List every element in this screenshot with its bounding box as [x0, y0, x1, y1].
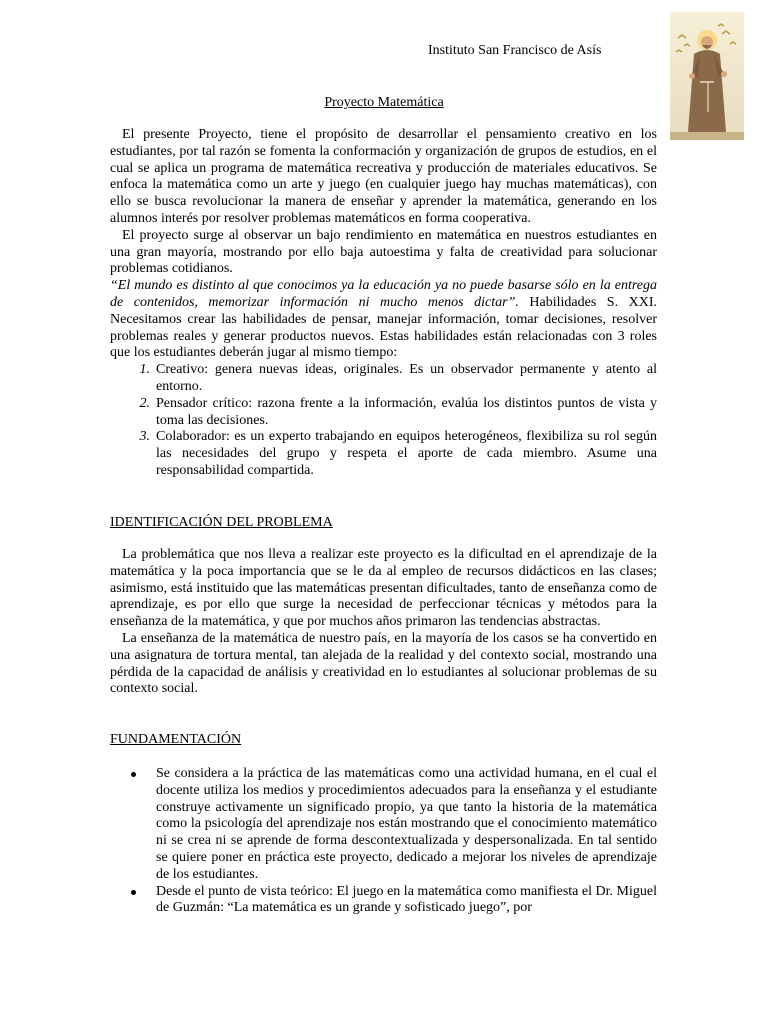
bullet-icon [131, 890, 136, 895]
document-title-text: Proyecto Matemática [324, 95, 444, 110]
intro-paragraph-3 [110, 278, 657, 362]
intro-quote: “El mundo es distinto al que conocimos ya la educación ya no puede basarse sólo en la entrega de contenidos, memorizar información ni mucho menos dictar”. [110, 278, 657, 310]
roles-list [110, 362, 657, 480]
saint-francis-image [670, 12, 744, 140]
list-number: 3. [139, 429, 150, 445]
foundation-list [110, 766, 657, 917]
intro-section [110, 127, 657, 480]
document-title [0, 95, 768, 111]
intro-paragraph-2: El proyecto surge al observar un bajo rendimiento en matemática en nuestros estudiantes en una gran mayoría, mostrando por ello baja autoestima y falta de creatividad para solucionar problemas cotidianos. [110, 227, 657, 277]
role-text: Creativo: genera nuevas ideas, originales. Es un observador permanente y atento al entorno. [156, 362, 657, 394]
foundation-heading: FUNDAMENTACIÓN [110, 732, 242, 747]
list-number: 2. [139, 395, 150, 411]
problem-section [110, 547, 657, 698]
list-item [156, 766, 657, 884]
problem-paragraph-2: La enseñanza de la matemática de nuestro país, en la mayoría de los casos se ha convertido en una asignatura de tortura mental, tan alejada de la realidad y del contexto social, mostrando una pérdida de la capacidad de análisis y creatividad en lo estudiantes al solucionar problemas de su contexto social. [110, 630, 657, 697]
bullet-text: Se considera a la práctica de las matemáticas como una actividad humana, en el cual el docente utiliza los medios y procedimientos adecuados para la enseñanza y el estudiante construye activamente un significado propio, ya que tanto la historia de la matemática como la psicología del aprendizaje nos están mostrando que el conocimiento matemático ni se crea ni se aprende de forma descontextualizada y despersonalizada. En tal sentido se quiere poner en práctica este proyecto, dedicado a mejorar los niveles de aprendizaje de los estudiantes. [156, 766, 657, 882]
list-item [139, 395, 657, 430]
role-text: Colaborador: es un experto trabajando en equipos heterogéneos, flexibiliza su rol según las necesidades del grupo y respeta el aporte de cada miembro. Asume una responsabilidad compartida. [156, 429, 657, 478]
problem-heading: IDENTIFICACIÓN DEL PROBLEMA [110, 515, 333, 530]
bullet-icon [131, 772, 136, 777]
foundation-section [110, 766, 657, 917]
role-text: Pensador crítico: razona frente a la información, evalúa los distintos puntos de vista y toma las decisiones. [156, 395, 657, 428]
header-institution: Instituto San Francisco de Asís [428, 43, 602, 58]
bullet-text: Desde el punto de vista teórico: El juego en la matemática como manifiesta el Dr. Miguel de Guzmán: “La matemática es un grande y sofisticado juego”, por [156, 883, 657, 916]
list-item [156, 884, 657, 918]
list-item [139, 429, 657, 479]
intro-paragraph-3-rest: Habilidades S. XXI. Necesitamos crear las habilidades de pensar, manejar información, tomar decisiones, resolver problemas reales y generar productos nuevos. Estas habilidades están relacionadas con 3 roles que los estudiantes deberán jugar al mismo tiempo: [110, 294, 657, 361]
problem-paragraph-1: La problemática que nos lleva a realizar este proyecto es la dificultad en el aprendizaje de la matemática y la poca importancia que se le da al empleo de recursos didácticos en las clases; asimismo, está instituido que las matemáticas presentan dificultades, tanto de enseñanza como de aprendizaje, es por ello que surge la necesidad de perfeccionar técnicas y métodos para la enseñanza de la matemática, y que por muchos años primaron las tendencias abstractas. [110, 547, 657, 630]
intro-paragraph-1: El presente Proyecto, tiene el propósito de desarrollar el pensamiento creativo en los estudiantes, por tal razón se fomenta la conformación y organización de grupos de estudios, en el cual se aplica un programa de matemática recreativa y producción de materiales educativos. Se enfoca la matemática como un arte y juego (en cualquier juego hay muchas matemáticas), con ello se busca revolucionar la manera de enseñar y aprender la matemática, generando en los alumnos interés por resolver problemas matemáticos en forma cooperativa. [110, 127, 657, 226]
list-number: 1. [139, 362, 150, 378]
list-item [139, 362, 657, 396]
